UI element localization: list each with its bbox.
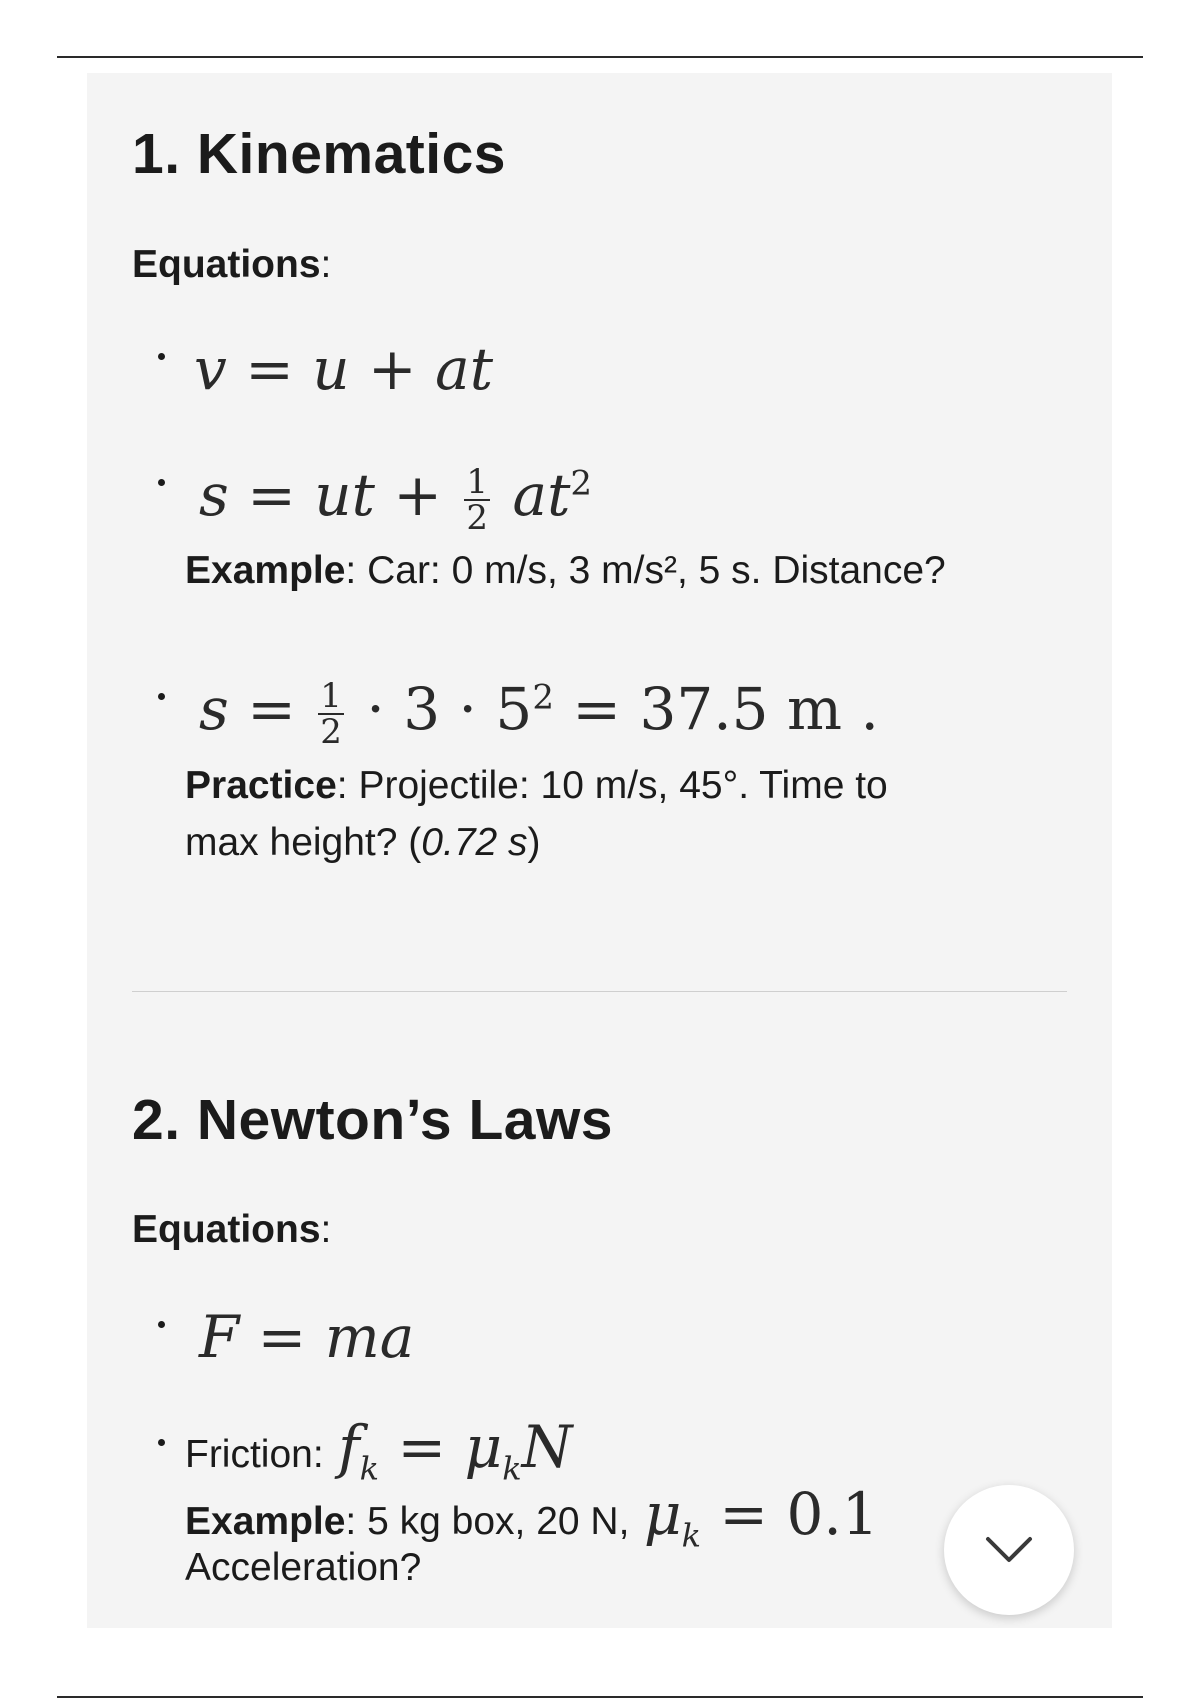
example-kinematics: Example: Car: 0 m/s, 3 m/s², 5 s. Distance? — [185, 549, 946, 592]
scroll-down-button[interactable] — [944, 1485, 1074, 1615]
equations-label: Equations: — [132, 1208, 332, 1251]
bullet — [158, 693, 165, 700]
equation-velocity: v = u + at — [194, 335, 493, 403]
chevron-down-icon — [982, 1533, 1036, 1567]
equation-displacement: s = ut + $\frac{1}{2}$ $at^2$ — [199, 461, 593, 538]
example-newton: Example: 5 kg box, 20 N, $\mu_k = 0.1$ — [185, 1480, 879, 1555]
section-divider — [132, 991, 1067, 992]
friction-line: Friction: $f_k = \mu_kN$ — [185, 1413, 573, 1488]
equation-newton-second-law: F = ma — [199, 1303, 415, 1371]
bullet — [158, 1321, 165, 1328]
section-title-newtons-laws: 2. Newton’s Laws — [132, 1088, 614, 1152]
section-title-kinematics: 1. Kinematics — [132, 122, 506, 186]
top-rule — [57, 56, 1143, 58]
example-newton-question: Acceleration? — [185, 1546, 422, 1589]
bullet — [158, 479, 165, 486]
equation-worked-solution: s = $\frac{1}{2}$ · $3 \cdot 5^2 = 37.5$ m . — [199, 675, 879, 752]
bullet — [158, 353, 165, 360]
practice-kinematics: Practice: Projectile: 10 m/s, 45°. Time to max height? (0.72 s) — [185, 764, 888, 864]
bullet — [158, 1439, 165, 1446]
content-card — [87, 73, 1112, 1628]
equations-label: Equations: — [132, 243, 332, 286]
bottom-rule — [57, 1696, 1143, 1698]
